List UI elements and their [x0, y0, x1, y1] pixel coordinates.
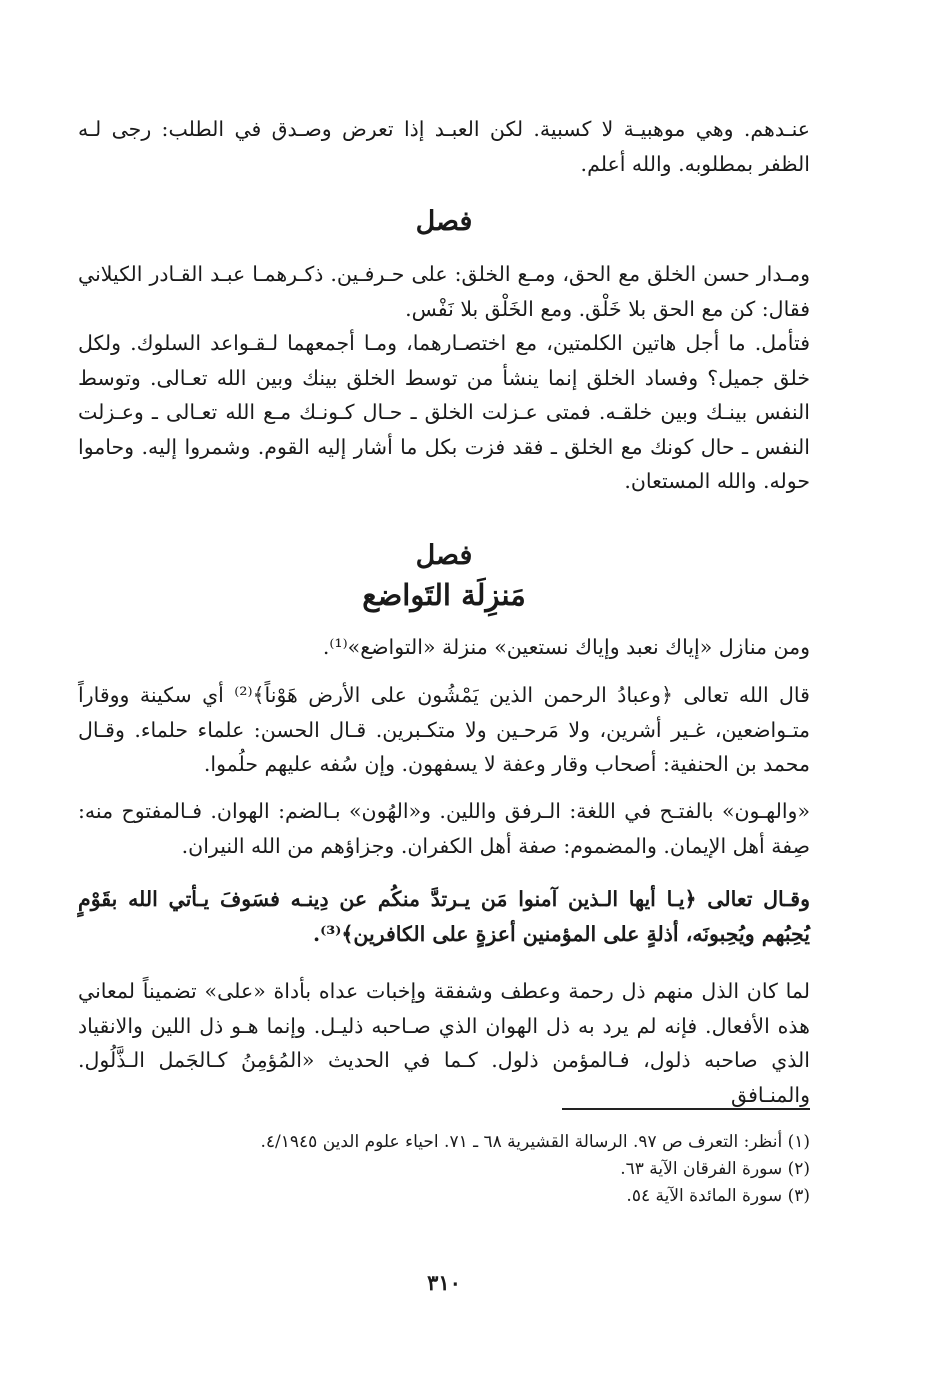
footnote-1: (١) أنظر: التعرف ص ٩٧. الرسالة القشيرية ٦٨ ـ ٧١. احياء علوم الدين ٤/١٩٤٥.: [260, 1132, 810, 1152]
section2-paragraph-3: «والهـون» بالفتـح في اللغة: الـرفق واللين. و«الهُون» بـالضم: الهوان. فـالمفتوح منه: صِفة أهل الإيمان. والمضموم: صفة أهل الكفران. وجزاؤهم من الله النيران.: [78, 799, 810, 858]
section-heading-2: فصل: [415, 540, 473, 571]
section2-paragraph-2: قال الله تعالى ﴿وعبادُ الرحمن الذين يَمْشُون على الأرض هَوْناً﴾⁽²⁾ أي سكينة ووقاراً متـواضعين، غـير أشرين، ولا مَرحـين ولا متكـبرين. قـال الحسن: علماء حلماء. وقـال محمد بن الحنفية: أصحاب وقار وعفة لا يسفهون. وإن سُفه عليهم حلُموا.: [78, 683, 810, 776]
section2-paragraph-4: وقـال تعالى ﴿يـا أيها الـذين آمنوا مَن يـرتدَّ منكُم عن دِينـه فسَوفَ يـأتي الله بقَوْمٍ يُحِبُهم ويُحِبونَه، أذلةٍ على المؤمنين أعزةٍ على الكافرين﴾⁽³⁾.: [78, 887, 810, 946]
page-number: ٣١٠: [427, 1270, 461, 1295]
section-subheading: مَنزِلَة التَواضع: [362, 578, 526, 612]
footnote-divider: [562, 1108, 810, 1110]
section2-paragraph-1: ومن منازل «إياك نعبد وإياك نستعين» منزلة «التواضع»⁽¹⁾.: [322, 635, 810, 659]
section1-body: [78, 257, 810, 499]
section1-paragraph-1: ومـدار حسن الخلق مع الحق، ومـع الخلق: على حـرفـين. ذكـرهمـا عبـد القـادر الكيلاني فقال: كن مع الحق بلا خَلْق. ومع الخَلْق بلا نَفْس.: [78, 262, 810, 321]
section1-paragraph-2: فتأمل. ما أجل هاتين الكلمتين، مع اختصـارهما، ومـا أجمعهما لـقـواعد السلوك. ولكل خلق جميل؟ وفساد الخلق إنما ينشأ من توسط الخلق بينك وبين الله تعـالى. وتوسط النفس بينـك وبين خلقـه. فمتى عـزلت الخلق ـ حـال كـونـك مـع الله تعـالى ـ وعـزلت النفس ـ حال كونك مع الخلق ـ فقد فزت بكل ما أشار إليه القوم. وشمروا إليه. وحاموا حوله. والله المستعان.: [78, 331, 810, 493]
footnote-2: (٢) سورة الفرقان الآية ٦٣.: [620, 1159, 810, 1179]
section-heading-1: فصل: [415, 206, 473, 237]
opening-paragraph: عنـدهم. وهي موهبيـة لا كسبية. لكن العبـد إذا تعرض وصـدق في الطلب: رجى لـه الظفر بمطلوبه. والله أعلم.: [78, 117, 810, 176]
section2-paragraph-5: لما كان الذل منهم ذل رحمة وعطف وشفقة وإخبات عداه بأداة «على» تضميناً لمعاني هذه الأفعال. فإنه لم يرد به ذل الهوان الذي صـاحبه ذليـل. وإنما هـو ذل اللين والانقياد الذي صاحبه ذلول، فـالمؤمن ذلول. كـما في الحديث «المُؤمِنُ كـالجَمل الـذَّلُول. والمنـافق: [78, 979, 810, 1107]
footnote-3: (٣) سورة المائدة الآية ٥٤.: [626, 1186, 810, 1206]
